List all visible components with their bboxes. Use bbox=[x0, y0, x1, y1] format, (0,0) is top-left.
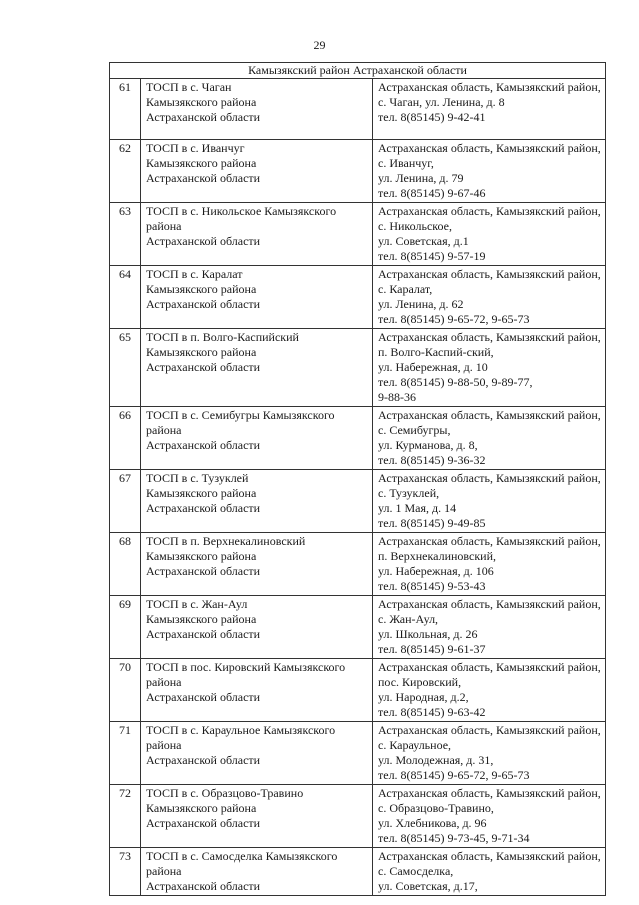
office-name: ТОСП в с. Образцово-Травино Камызякского района Астраханской области bbox=[141, 785, 373, 848]
table-row bbox=[110, 329, 606, 407]
office-name: ТОСП в пос. Кировский Камызякского района Астраханской области bbox=[141, 659, 373, 722]
row-number: 68 bbox=[110, 533, 141, 596]
table-row bbox=[110, 533, 606, 596]
row-number: 64 bbox=[110, 266, 141, 329]
office-name: ТОСП в с. Иванчуг Камызякского района Астраханской области bbox=[141, 140, 373, 203]
row-number: 67 bbox=[110, 470, 141, 533]
table-row bbox=[110, 407, 606, 470]
office-address: Астраханская область, Камызякский район, пос. Кировский, ул. Народная, д.2, тел. 8(85145) 9-63-42 bbox=[373, 659, 606, 722]
office-address: Астраханская область, Камызякский район, с. Жан-Аул, ул. Школьная, д. 26 тел. 8(85145) 9-61-37 bbox=[373, 596, 606, 659]
table-row bbox=[110, 785, 606, 848]
table-row bbox=[110, 722, 606, 785]
office-name: ТОСП в с. Жан-Аул Камызякского района Астраханской области bbox=[141, 596, 373, 659]
row-number: 65 bbox=[110, 329, 141, 407]
office-address: Астраханская область, Камызякский район, с. Тузуклей, ул. 1 Мая, д. 14 тел. 8(85145) 9-49-85 bbox=[373, 470, 606, 533]
region-header: Камызякский район Астраханской области bbox=[110, 63, 606, 79]
office-address: Астраханская область, Камызякский район, с. Самосделка, ул. Советская, д.17, bbox=[373, 848, 606, 896]
table-row bbox=[110, 203, 606, 266]
row-number: 70 bbox=[110, 659, 141, 722]
office-name: ТОСП в с. Чаган Камызякского района Астраханской области bbox=[141, 79, 373, 140]
office-address: Астраханская область, Камызякский район, с. Никольское, ул. Советская, д.1 тел. 8(85145) 9-57-19 bbox=[373, 203, 606, 266]
page-number: 29 bbox=[313, 38, 326, 52]
office-name: ТОСП в с. Семибугры Камызякского района Астраханской области bbox=[141, 407, 373, 470]
office-name: ТОСП в с. Никольское Камызякского района Астраханской области bbox=[141, 203, 373, 266]
row-number: 63 bbox=[110, 203, 141, 266]
office-name: ТОСП в с. Каралат Камызякского района Астраханской области bbox=[141, 266, 373, 329]
office-name: ТОСП в с. Тузуклей Камызякского района Астраханской области bbox=[141, 470, 373, 533]
office-name: ТОСП в п. Волго-Каспийский Камызякского района Астраханской области bbox=[141, 329, 373, 407]
office-name: ТОСП в с. Караульное Камызякского района Астраханской области bbox=[141, 722, 373, 785]
table-row bbox=[110, 470, 606, 533]
table-row bbox=[110, 79, 606, 140]
office-address: Астраханская область, Камызякский район, с. Каралат, ул. Ленина, д. 62 тел. 8(85145) 9-65-72, 9-65-73 bbox=[373, 266, 606, 329]
office-address: Астраханская область, Камызякский район, с. Иванчуг, ул. Ленина, д. 79 тел. 8(85145) 9-67-46 bbox=[373, 140, 606, 203]
table-row bbox=[110, 659, 606, 722]
registry-table bbox=[109, 62, 606, 896]
office-address: Астраханская область, Камызякский район, с. Караульное, ул. Молодежная, д. 31, тел. 8(85145) 9-65-72, 9-65-73 bbox=[373, 722, 606, 785]
region-header-row bbox=[110, 63, 606, 79]
row-number: 66 bbox=[110, 407, 141, 470]
row-number: 61 bbox=[110, 79, 141, 140]
row-number: 73 bbox=[110, 848, 141, 896]
office-address: Астраханская область, Камызякский район, с. Семибугры, ул. Курманова, д. 8, тел. 8(85145) 9-36-32 bbox=[373, 407, 606, 470]
row-number: 62 bbox=[110, 140, 141, 203]
table-row bbox=[110, 848, 606, 896]
office-name: ТОСП в с. Самосделка Камызякского района Астраханской области bbox=[141, 848, 373, 896]
row-number: 72 bbox=[110, 785, 141, 848]
row-number: 71 bbox=[110, 722, 141, 785]
table-row bbox=[110, 266, 606, 329]
office-address: Астраханская область, Камызякский район, с. Образцово-Травино, ул. Хлебникова, д. 96 тел. 8(85145) 9-73-45, 9-71-34 bbox=[373, 785, 606, 848]
office-address: Астраханская область, Камызякский район, п. Волго-Каспий-ский, ул. Набережная, д. 10 тел. 8(85145) 9-88-50, 9-89-77, 9-88-36 bbox=[373, 329, 606, 407]
table-row bbox=[110, 140, 606, 203]
office-address: Астраханская область, Камызякский район, п. Верхнекалиновский, ул. Набережная, д. 106 тел. 8(85145) 9-53-43 bbox=[373, 533, 606, 596]
office-address: Астраханская область, Камызякский район, с. Чаган, ул. Ленина, д. 8 тел. 8(85145) 9-42-41 bbox=[373, 79, 606, 140]
table-row bbox=[110, 596, 606, 659]
office-name: ТОСП в п. Верхнекалиновский Камызякского района Астраханской области bbox=[141, 533, 373, 596]
row-number: 69 bbox=[110, 596, 141, 659]
